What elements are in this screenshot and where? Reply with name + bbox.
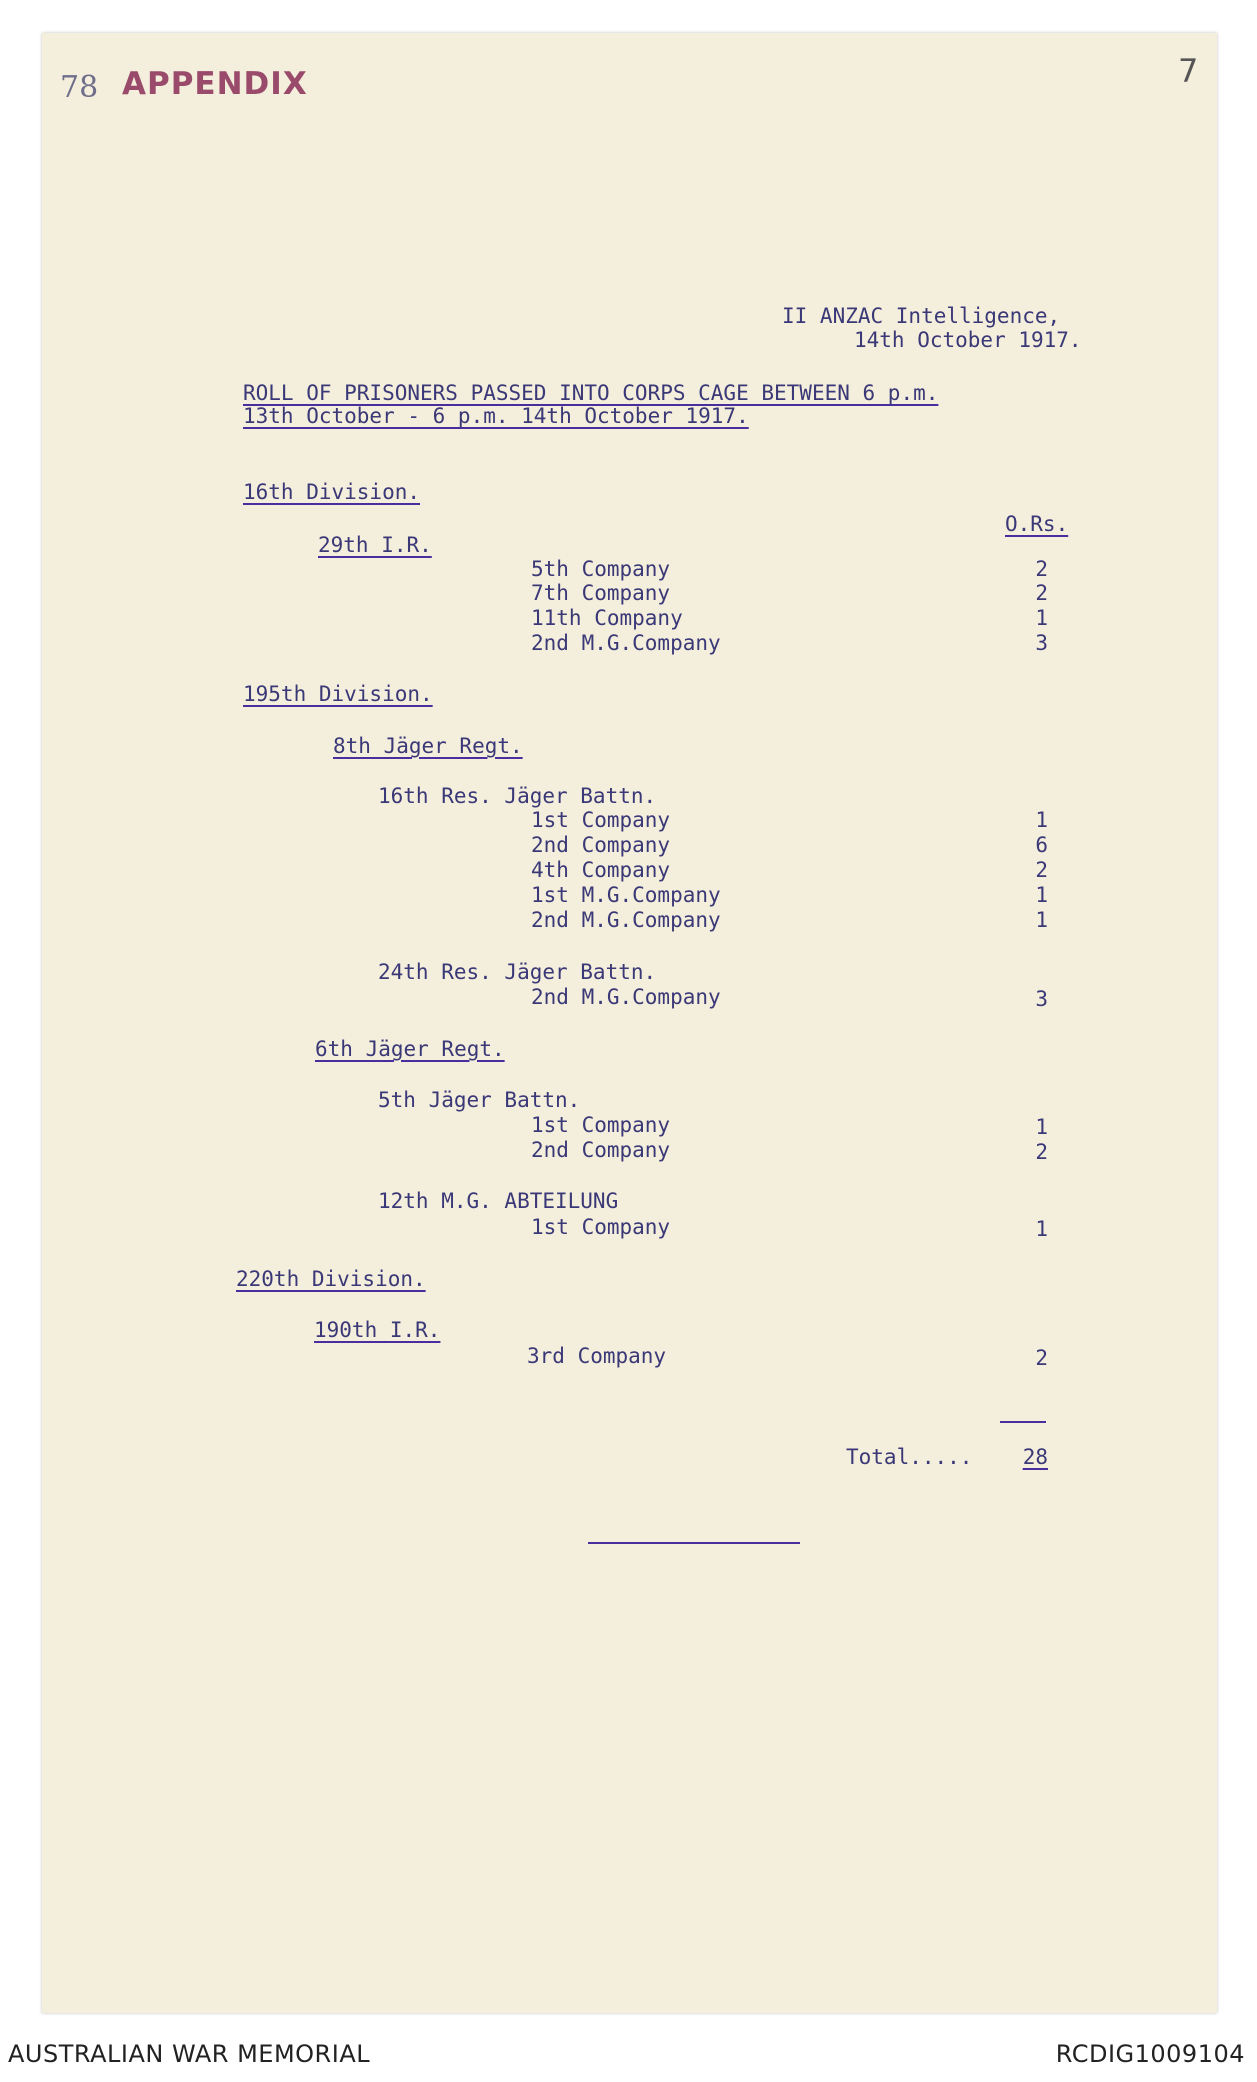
company-label: 11th Company (531, 606, 683, 630)
company-count: 2 (1035, 557, 1048, 581)
company-label: 2nd M.G.Company (531, 908, 721, 932)
battalion-heading: 5th Jäger Battn. (378, 1088, 581, 1112)
company-label: 1st M.G.Company (531, 883, 721, 907)
company-label: 1st Company (531, 808, 671, 832)
division-heading: 195th Division. (243, 682, 433, 706)
battalion-heading: 16th Res. Jäger Battn. (378, 784, 657, 808)
company-count: 3 (1035, 987, 1048, 1011)
company-count: 2 (1035, 858, 1048, 882)
total-value: 28 (1022, 1445, 1048, 1469)
company-count: 1 (1035, 883, 1048, 907)
total-rule (1000, 1421, 1046, 1423)
company-count: 1 (1035, 808, 1048, 832)
company-label: 5th Company (531, 557, 671, 581)
company-label: 7th Company (531, 581, 671, 605)
column-header-ors: O.Rs. (1005, 512, 1069, 536)
company-label: 2nd Company (531, 1138, 671, 1162)
unit-heading: 190th I.R. (314, 1318, 441, 1342)
company-count: 2 (1035, 1346, 1048, 1370)
battalion-heading: 24th Res. Jäger Battn. (378, 960, 657, 984)
unit-heading: 8th Jäger Regt. (333, 734, 523, 758)
company-label: 1st Company (531, 1113, 671, 1137)
unit-heading: 6th Jäger Regt. (315, 1037, 505, 1061)
header-line-1: II ANZAC Intelligence, (782, 304, 1061, 328)
company-count: 1 (1035, 1115, 1048, 1139)
company-count: 2 (1035, 581, 1048, 605)
header-line-2: 14th October 1917. (854, 328, 1082, 352)
total-label: Total..... (846, 1445, 973, 1469)
company-label: 1st Company (531, 1215, 671, 1239)
company-count: 6 (1035, 833, 1048, 857)
company-label: 3rd Company (527, 1344, 667, 1368)
company-label: 2nd Company (531, 833, 671, 857)
corner-mark: 7 (1178, 52, 1199, 90)
footer-right: RCDIG1009104 (1055, 2040, 1245, 2068)
company-count: 3 (1035, 631, 1048, 655)
company-label: 2nd M.G.Company (531, 631, 721, 655)
title-line-1: ROLL OF PRISONERS PASSED INTO CORPS CAGE BETWEEN 6 p.m. (243, 381, 939, 405)
closing-rule (588, 1542, 800, 1544)
title-line-2: 13th October - 6 p.m. 14th October 1917. (243, 404, 749, 428)
battalion-heading: 12th M.G. ABTEILUNG (378, 1189, 619, 1213)
division-heading: 16th Division. (243, 480, 421, 504)
company-count: 1 (1035, 606, 1048, 630)
company-count: 2 (1035, 1140, 1048, 1164)
company-count: 1 (1035, 1217, 1048, 1241)
division-heading: 220th Division. (236, 1267, 426, 1291)
appendix-stamp: APPENDIX (122, 66, 308, 102)
unit-heading: 29th I.R. (318, 533, 432, 557)
company-label: 4th Company (531, 858, 671, 882)
company-count: 1 (1035, 908, 1048, 932)
company-label: 2nd M.G.Company (531, 985, 721, 1009)
page-number: 78 (60, 70, 99, 105)
footer-left: AUSTRALIAN WAR MEMORIAL (8, 2040, 371, 2068)
